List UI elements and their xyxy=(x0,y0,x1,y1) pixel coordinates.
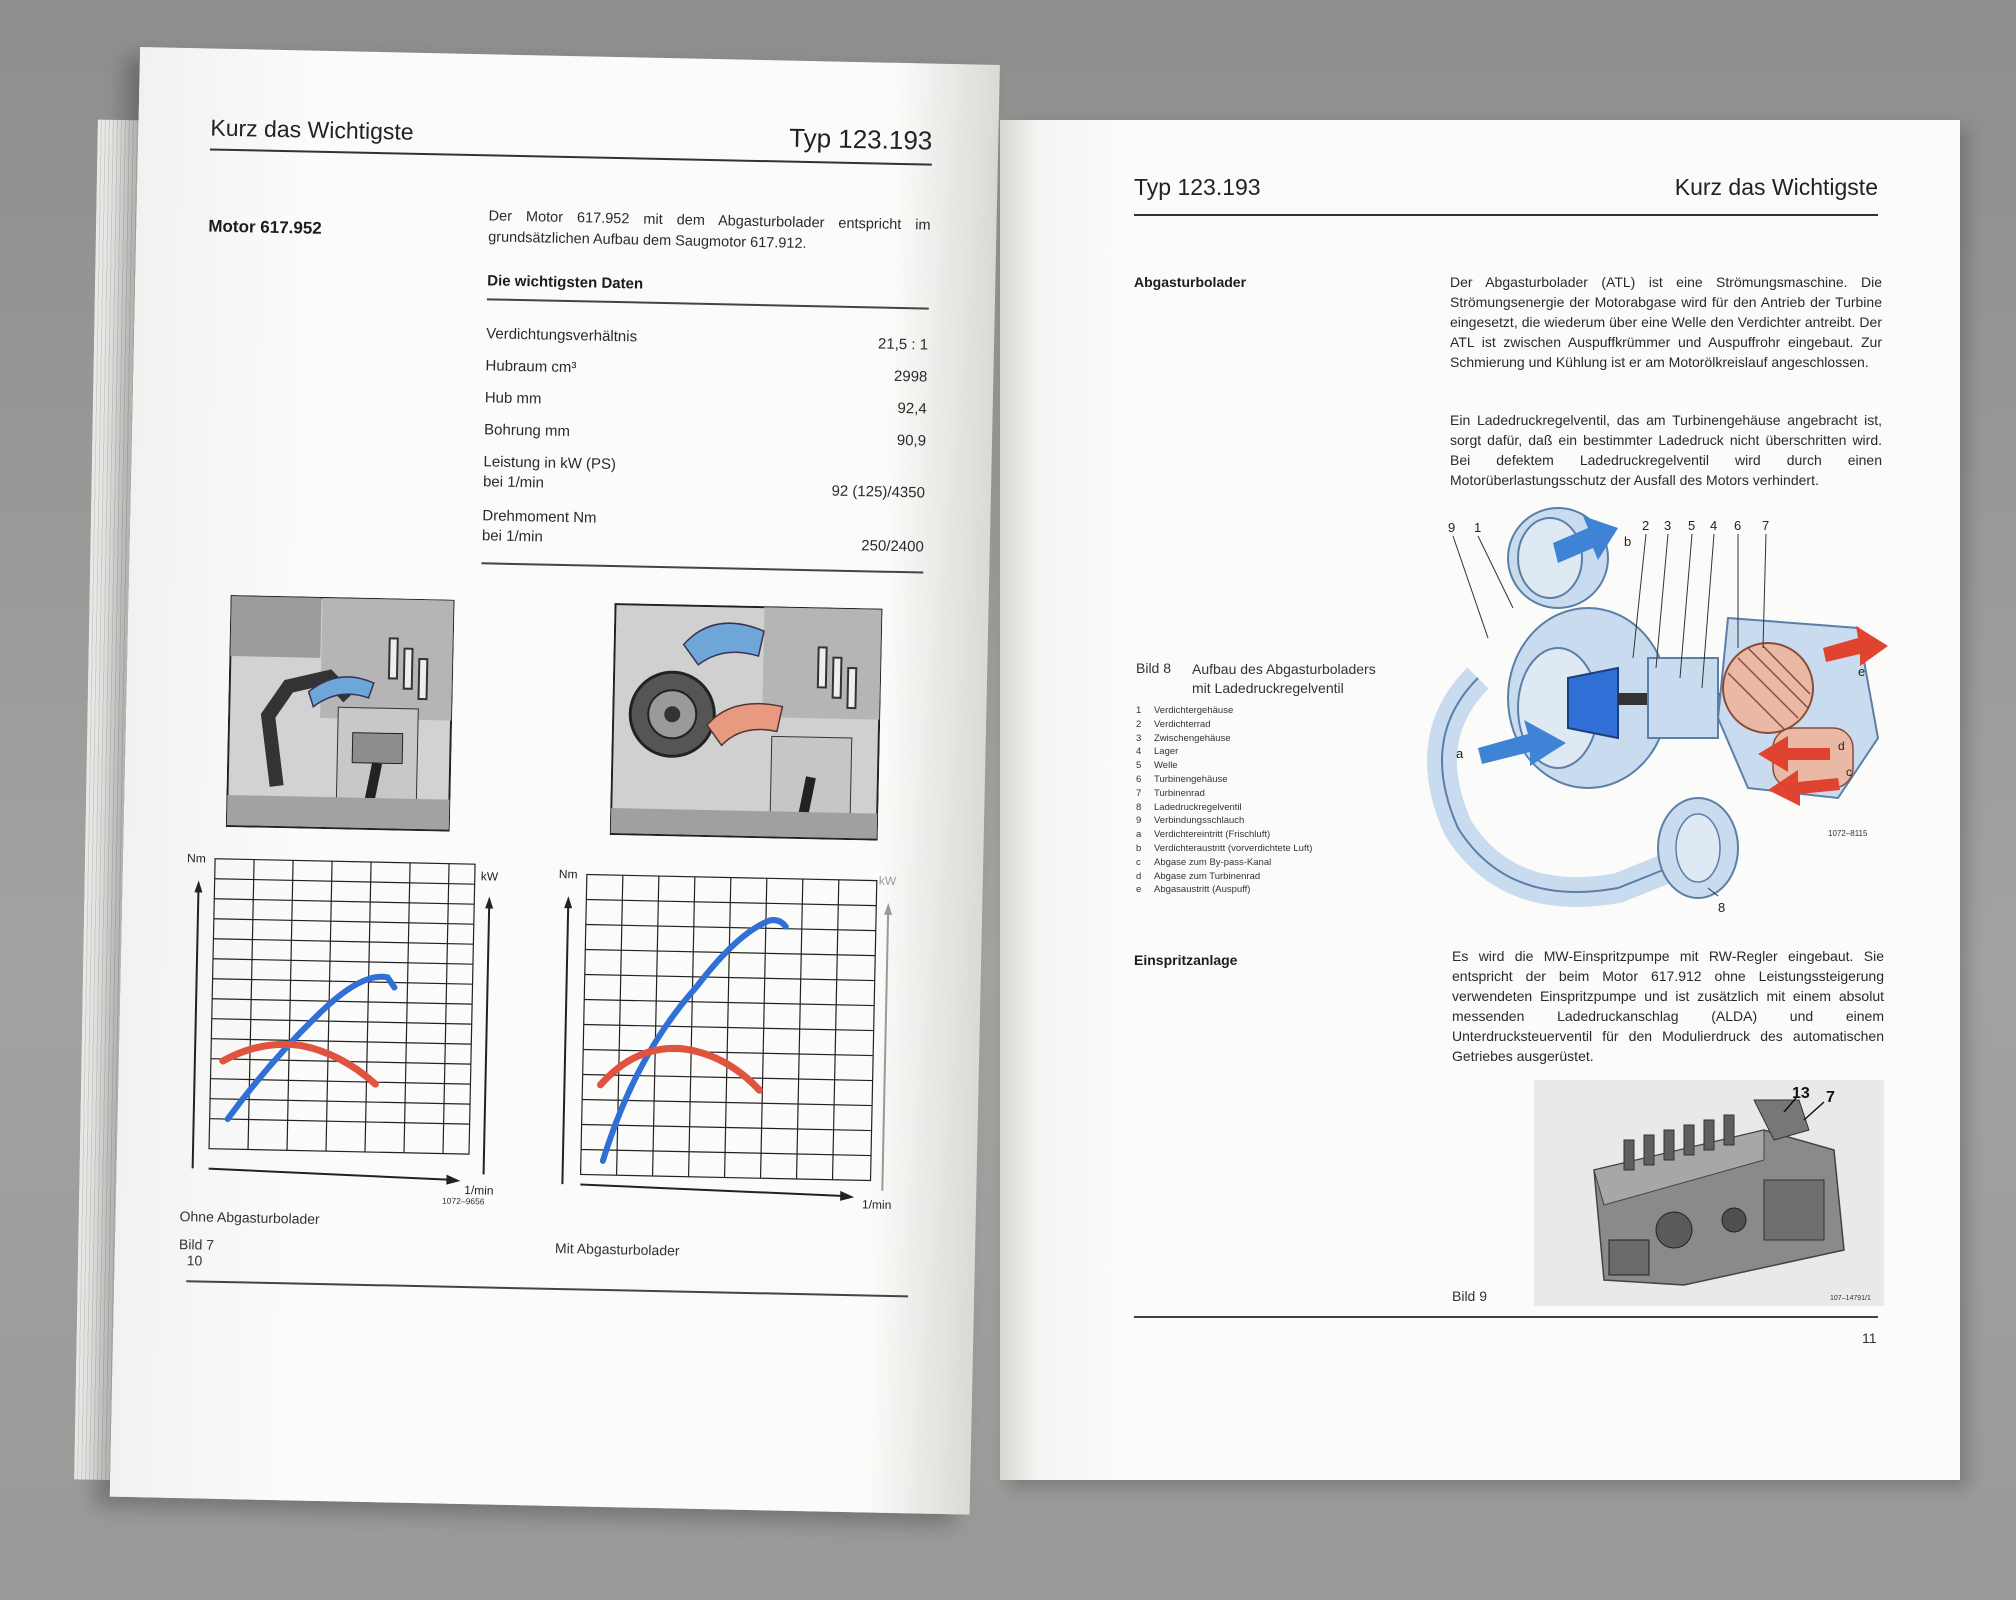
right-type-title: Typ 123.193 xyxy=(1134,174,1261,200)
left-header xyxy=(210,110,932,156)
chart2-y-right-label: kW xyxy=(878,873,897,889)
legend-item: 5 Welle xyxy=(1136,760,1178,772)
callout-b: b xyxy=(1624,534,1632,549)
legend-item: 7 Turbinenrad xyxy=(1136,787,1205,799)
callout-5: 5 xyxy=(1688,518,1696,533)
legend-item: a Verdichtereintritt (Frischluft) xyxy=(1136,829,1271,841)
legend-item: c Abgase zum By-pass-Kanal xyxy=(1136,856,1272,868)
legend-item: 6 Turbinengehäuse xyxy=(1136,773,1228,785)
left-page xyxy=(110,47,1000,1515)
chart1-torque-curve xyxy=(222,1043,376,1084)
legend-item: b Verdichteraustritt (vorverdichtete Luft) xyxy=(1136,842,1313,854)
abgasturbolader-paragraph-2: Ein Ladedruckregelventil, das am Turbinengehäuse angebracht ist, sorgt dafür, daß ein bestimmter Ladedruck nicht überschritten wird. Bei defektem Ladedruckregelventil wird durch einen Motorüberlastungsschutz der Ausfall des Motors verhindert. xyxy=(1450,412,1882,488)
callout-9: 9 xyxy=(1448,520,1456,535)
bild9-label: Bild 9 xyxy=(1452,1288,1488,1304)
data-title: Die wichtigsten Daten xyxy=(487,272,644,293)
legend-item: e Abgasaustritt (Auspuff) xyxy=(1136,884,1251,896)
abgasturbolader-paragraph-1: Der Abgasturbolader (ATL) ist eine Strömungsmaschine. Die Strömungsenergie der Motorabgase wird für den Antrieb der Turbine eingesetzt, die wiederum über eine Welle den Verdichter antreibt. Der ATL ist zwischen Auspuffkrümmer und Auspuffrohr eingebaut. Zur Schmierung und Kühlung ist er am Motorölkreislauf angeschlossen. xyxy=(1450,274,1882,370)
chart1-y-right-label: kW xyxy=(480,869,499,884)
callout-3: 3 xyxy=(1664,518,1672,533)
data-row: Bohrung mm 90,9 xyxy=(483,421,927,450)
left-footer-rule xyxy=(186,1280,908,1297)
callout-d: d xyxy=(1838,739,1845,753)
bild8-title: Aufbau des Abgasturboladers mit Ladedruckregelventil xyxy=(1192,661,1376,696)
callout-6: 6 xyxy=(1734,518,1742,533)
callout-2: 2 xyxy=(1642,518,1650,533)
bild7-label: Bild 7 xyxy=(178,1236,215,1253)
abgasturbolader-heading: Abgasturbolader xyxy=(1134,274,1247,290)
callout-8: 8 xyxy=(1718,900,1726,915)
chart-ohne-turbo xyxy=(178,848,525,1205)
turbo-figure-code: 1072–8115 xyxy=(1828,829,1868,838)
einspritzanlage-paragraph: Es wird die MW-Einspritzpumpe mit RW-Regler eingebaut. Sie entspricht der beim Motor 617.912 ohne Leistungssteigerung verwendeten Einspritzpumpe und ist zusätzlich mit einem absolut messenden Ladedruckanschlag (ALDA) und einem Unterdrucksteuerventil für den Modulierdruck des automatischen Getriebes ausgerüstet. xyxy=(1452,948,1884,1064)
injection-pump-photo xyxy=(1534,1080,1884,1306)
bild8-label: Bild 8 xyxy=(1136,660,1172,676)
right-header xyxy=(1134,174,1878,201)
callout-a: a xyxy=(1456,746,1464,761)
data-row: Hub mm 92,4 xyxy=(484,389,927,418)
legend-item: d Abgase zum Turbinenrad xyxy=(1136,870,1261,882)
callout-4: 4 xyxy=(1710,518,1718,533)
pump-callout-7: 7 xyxy=(1826,1089,1835,1106)
chart1-caption: Ohne Abgasturbolader xyxy=(179,1208,320,1228)
chart1-grid xyxy=(209,859,475,1154)
right-header-rule xyxy=(1134,214,1878,216)
left-page-number: 10 xyxy=(186,1252,203,1269)
left-section-title: Kurz das Wichtigste xyxy=(210,114,414,145)
chart2-caption: Mit Abgasturbolader xyxy=(554,1239,680,1259)
data-row: Hubraum cm³ 2998 xyxy=(485,357,928,386)
einspritzanlage-heading: Einspritzanlage xyxy=(1134,952,1238,968)
legend-item: 9 Verbindungsschlauch xyxy=(1136,815,1245,827)
legend-item: 1 Verdichtergehäuse xyxy=(1136,705,1234,716)
data-row: Leistung in kW (PS) bei 1/min 92 (125)/4350 xyxy=(482,453,926,502)
engine-illustration-aspirated xyxy=(226,595,455,832)
callout-1: 1 xyxy=(1474,520,1482,535)
chart2-x-label: 1/min xyxy=(861,1197,892,1212)
chart2-power-curve xyxy=(603,917,786,1165)
right-page-number: 11 xyxy=(1862,1330,1877,1346)
pump-callout-13: 13 xyxy=(1792,1085,1810,1102)
right-footer-rule xyxy=(1134,1316,1878,1318)
legend-item: 2 Verdichterrad xyxy=(1136,718,1211,730)
chart1-code: 1072–9656 xyxy=(441,1195,485,1207)
turbocharger-cutaway-illustration xyxy=(1418,498,1888,928)
left-type-title: Typ 123.193 xyxy=(788,122,933,156)
chart2-grid xyxy=(581,875,877,1181)
callout-7: 7 xyxy=(1762,518,1770,533)
legend-item: 4 Lager xyxy=(1136,746,1179,758)
callout-e: e xyxy=(1858,664,1866,679)
data-row: Drehmoment Nm bei 1/min 250/2400 xyxy=(481,507,924,556)
chart2-y-left-label: Nm xyxy=(558,866,578,882)
data-end-rule xyxy=(481,562,923,573)
motor-intro: Der Motor 617.952 mit dem Abgasturbolader entspricht im grundsätzlichen Aufbau dem Saugmotor 617.912. xyxy=(488,208,931,252)
data-title-rule xyxy=(487,298,929,309)
right-page xyxy=(1000,120,1960,1480)
data-row: Verdichtungsverhältnis 21,5 : 1 xyxy=(485,325,929,354)
bild8-legend xyxy=(1136,704,1312,897)
callout-c: c xyxy=(1846,765,1852,779)
engine-illustration-turbo xyxy=(610,603,883,841)
chart-mit-turbo xyxy=(552,864,919,1231)
legend-item: 3 Zwischengehäuse xyxy=(1136,732,1231,744)
legend-item: 8 Ladedruckregelventil xyxy=(1136,801,1242,813)
chart1-x-label: 1/min xyxy=(464,1183,494,1198)
chart1-y-left-label: Nm xyxy=(186,851,206,866)
pump-figure-code: 107–14791/1 xyxy=(1830,1295,1871,1302)
motor-heading: Motor 617.952 xyxy=(208,216,322,238)
right-section-title: Kurz das Wichtigste xyxy=(1674,174,1878,200)
